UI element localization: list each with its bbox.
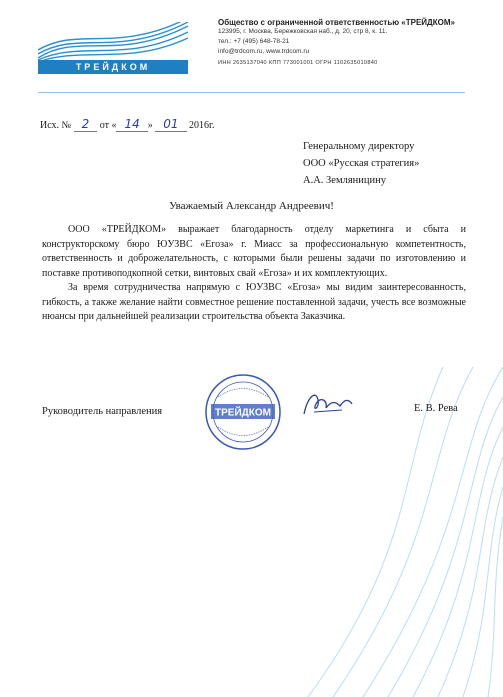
company-logo — [38, 22, 188, 74]
recipient-line-2: ООО «Русская стратегия» — [303, 158, 420, 169]
company-stamp — [203, 372, 283, 452]
paragraph-2: За время сотрудничества напрямую с ЮУЗВС «Егоза» мы видим заинтересованность, гибкость, а также желание найти совместное решение поставленной задачи, учесть все возможные нюансы при дальнейшей реализации строительства объекта Заказчика. — [42, 282, 466, 322]
outgoing-number-value: 2 — [74, 117, 98, 132]
outgoing-day: 14 — [116, 117, 147, 132]
recipient-block — [303, 138, 419, 189]
outgoing-number — [40, 117, 215, 131]
handwritten-signature — [298, 386, 358, 422]
outgoing-year: 2016г. — [189, 120, 215, 131]
company-name: Общество с ограниченной ответственностью «ТРЕЙДКОМ» — [218, 18, 455, 27]
logo-text: ТРЕЙДКОМ — [38, 60, 188, 74]
outgoing-from: от « — [99, 120, 117, 131]
letter-body — [42, 223, 466, 325]
signer-name: Е. В. Рева — [414, 403, 458, 414]
company-web: info@trdcom.ru, www.trdcom.ru — [218, 48, 310, 55]
company-phone: тел.: +7 (495) 648-78-21 — [218, 38, 290, 45]
outgoing-month: 01 — [155, 117, 186, 132]
recipient-line-1: Генеральному директору — [303, 141, 415, 152]
greeting: Уважаемый Александр Андреевич! — [169, 200, 334, 212]
company-info — [218, 18, 498, 66]
signer-title: Руководитель направления — [42, 406, 163, 417]
recipient-line-3: А.А. Земляницину — [303, 175, 387, 186]
paragraph-1: ООО «ТРЕЙДКОМ» выражает благодарность отделу маркетинга и сбыта и конструкторскому бюро ЮУЗВС «Егоза» г. Миасс за профессиональную компетентность, ответственность и доброжелательность, с которыми были решены задачи по изготовлению и поставке противоподкопной сетки, винтовых свай «Егоза» и их комплектующих. — [42, 224, 466, 279]
company-reg-codes: ИНН 2635137040 КПП 773001001 ОГРН 1102635010840 — [218, 60, 378, 66]
outgoing-sep: » — [147, 120, 153, 131]
stamp-text: ТРЕЙДКОМ — [215, 407, 271, 419]
outgoing-prefix: Исх. № — [40, 120, 72, 131]
header-divider — [38, 92, 465, 93]
company-address: 123995, г. Москва, Бережковская наб., д. 20, стр 8, к. 11. — [218, 28, 388, 35]
logo-wave-graphic — [38, 22, 188, 62]
